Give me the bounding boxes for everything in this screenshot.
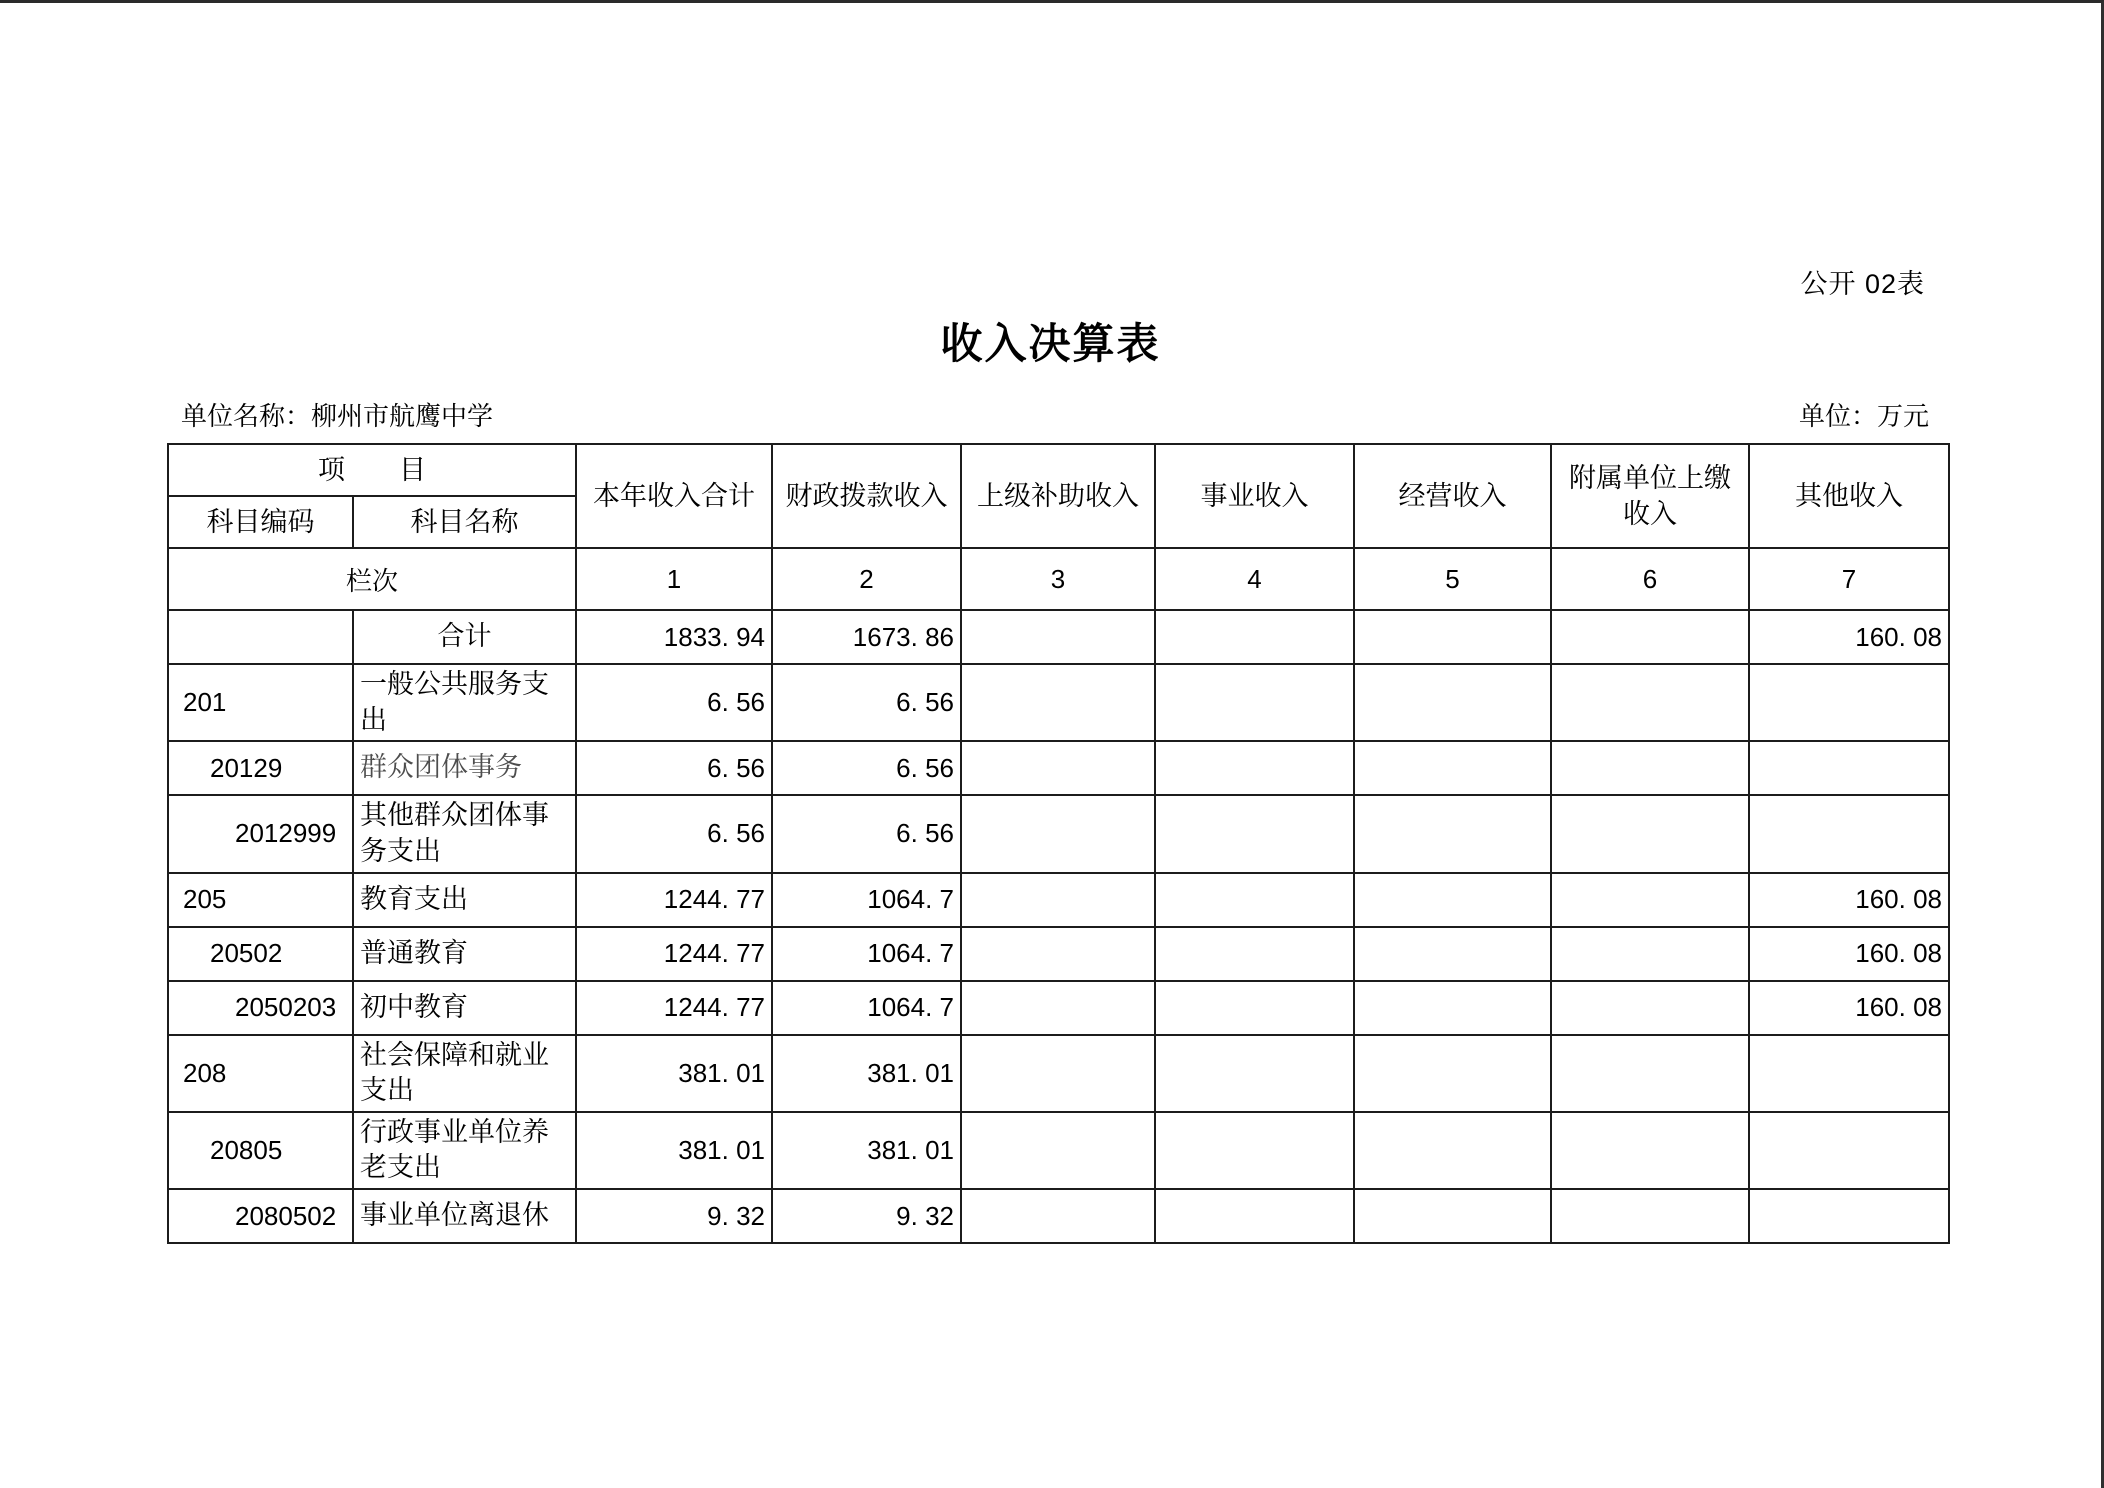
- subject-name-cell: 行政事业单位养老支出: [353, 1112, 576, 1189]
- subject-name-cell: 群众团体事务: [353, 741, 576, 795]
- value-cell-other-income: [1749, 664, 1949, 741]
- value-cell-fiscal-appropriation: 6. 56: [772, 741, 961, 795]
- subject-code-cell: 205: [168, 873, 353, 927]
- value-cell-fiscal-appropriation: 1064. 7: [772, 927, 961, 981]
- value-cell-superior-subsidy: [961, 741, 1155, 795]
- value-cell-other-income: 160. 08: [1749, 927, 1949, 981]
- unit-name-label: 单位名称：柳州市航鹰中学: [181, 401, 494, 431]
- subject-code-cell: 2050203: [168, 981, 353, 1035]
- header-fiscal-appropriation-income: 财政拨款收入: [772, 444, 961, 548]
- column-index-4: 4: [1155, 548, 1354, 610]
- value-cell-fiscal-appropriation: 1673. 86: [772, 610, 961, 664]
- subject-name-cell: 教育支出: [353, 873, 576, 927]
- value-cell-other-income: [1749, 741, 1949, 795]
- subject-name-cell: 初中教育: [353, 981, 576, 1035]
- subject-name-cell: 社会保障和就业支出: [353, 1035, 576, 1112]
- value-cell-operating-income: [1354, 1112, 1551, 1189]
- header-other-income: 其他收入: [1749, 444, 1949, 548]
- table-row: [168, 795, 1949, 872]
- value-cell-subordinate-remittance: [1551, 795, 1749, 872]
- value-cell-business-income: [1155, 741, 1354, 795]
- value-cell-subordinate-remittance: [1551, 1035, 1749, 1112]
- value-cell-subordinate-remittance: [1551, 1189, 1749, 1243]
- value-cell-business-income: [1155, 981, 1354, 1035]
- column-index-1: 1: [576, 548, 772, 610]
- subject-name-cell: 一般公共服务支出: [353, 664, 576, 741]
- header-row-project: [168, 444, 1949, 496]
- column-index-row: [168, 548, 1949, 610]
- value-cell-subordinate-remittance: [1551, 981, 1749, 1035]
- header-subordinate-unit-remittance-income: 附属单位上缴收入: [1551, 444, 1749, 548]
- value-cell-fiscal-appropriation: 1064. 7: [772, 873, 961, 927]
- subject-code-cell: 20805: [168, 1112, 353, 1189]
- value-cell-business-income: [1155, 664, 1354, 741]
- header-subject-name: 科目名称: [353, 496, 576, 548]
- table-row: [168, 927, 1949, 981]
- table-row: [168, 741, 1949, 795]
- value-cell-subordinate-remittance: [1551, 741, 1749, 795]
- subject-code-cell: 20502: [168, 927, 353, 981]
- value-cell-fiscal-appropriation: 381. 01: [772, 1035, 961, 1112]
- subject-code-cell: 201: [168, 664, 353, 741]
- value-cell-superior-subsidy: [961, 1189, 1155, 1243]
- value-cell-total-income: 1244. 77: [576, 927, 772, 981]
- header-project: 项 目: [168, 444, 576, 496]
- value-cell-other-income: [1749, 1189, 1949, 1243]
- income-final-accounts-table: [167, 443, 1950, 1244]
- value-cell-operating-income: [1354, 795, 1551, 872]
- subject-code-cell: 2080502: [168, 1189, 353, 1243]
- currency-unit-label: 单位：万元: [1798, 401, 1929, 431]
- value-cell-other-income: 160. 08: [1749, 610, 1949, 664]
- table-row: [168, 610, 1949, 664]
- subject-name-cell: 普通教育: [353, 927, 576, 981]
- subject-code-cell: 2012999: [168, 795, 353, 872]
- value-cell-total-income: 1833. 94: [576, 610, 772, 664]
- value-cell-operating-income: [1354, 741, 1551, 795]
- value-cell-subordinate-remittance: [1551, 873, 1749, 927]
- table-row: [168, 664, 1949, 741]
- value-cell-operating-income: [1354, 664, 1551, 741]
- value-cell-superior-subsidy: [961, 1035, 1155, 1112]
- column-index-3: 3: [961, 548, 1155, 610]
- value-cell-total-income: 6. 56: [576, 664, 772, 741]
- subject-name-cell: 其他群众团体事务支出: [353, 795, 576, 872]
- value-cell-business-income: [1155, 610, 1354, 664]
- subject-code-cell: 20129: [168, 741, 353, 795]
- value-cell-business-income: [1155, 1112, 1354, 1189]
- header-business-income: 事业收入: [1155, 444, 1354, 548]
- subject-name-cell: 事业单位离退休: [353, 1189, 576, 1243]
- form-number-label: 公开 02表: [1800, 269, 1925, 299]
- value-cell-total-income: 1244. 77: [576, 873, 772, 927]
- value-cell-superior-subsidy: [961, 795, 1155, 872]
- value-cell-business-income: [1155, 927, 1354, 981]
- value-cell-fiscal-appropriation: 9. 32: [772, 1189, 961, 1243]
- column-index-5: 5: [1354, 548, 1551, 610]
- value-cell-total-income: 1244. 77: [576, 981, 772, 1035]
- header-superior-subsidy-income: 上级补助收入: [961, 444, 1155, 548]
- value-cell-other-income: [1749, 1112, 1949, 1189]
- value-cell-superior-subsidy: [961, 927, 1155, 981]
- header-total-income: 本年收入合计: [576, 444, 772, 548]
- value-cell-business-income: [1155, 873, 1354, 927]
- value-cell-fiscal-appropriation: 1064. 7: [772, 981, 961, 1035]
- value-cell-superior-subsidy: [961, 1112, 1155, 1189]
- value-cell-business-income: [1155, 1189, 1354, 1243]
- value-cell-superior-subsidy: [961, 664, 1155, 741]
- value-cell-subordinate-remittance: [1551, 927, 1749, 981]
- subject-name-cell: 合计: [353, 610, 576, 664]
- subject-code-cell: 208: [168, 1035, 353, 1112]
- column-index-2: 2: [772, 548, 961, 610]
- header-operating-income: 经营收入: [1354, 444, 1551, 548]
- value-cell-fiscal-appropriation: 6. 56: [772, 795, 961, 872]
- value-cell-operating-income: [1354, 873, 1551, 927]
- value-cell-operating-income: [1354, 1035, 1551, 1112]
- value-cell-operating-income: [1354, 1189, 1551, 1243]
- value-cell-operating-income: [1354, 981, 1551, 1035]
- value-cell-subordinate-remittance: [1551, 664, 1749, 741]
- value-cell-business-income: [1155, 795, 1354, 872]
- value-cell-total-income: 9. 32: [576, 1189, 772, 1243]
- column-index-6: 6: [1551, 548, 1749, 610]
- value-cell-operating-income: [1354, 610, 1551, 664]
- value-cell-other-income: [1749, 1035, 1949, 1112]
- value-cell-fiscal-appropriation: 6. 56: [772, 664, 961, 741]
- value-cell-total-income: 6. 56: [576, 741, 772, 795]
- value-cell-subordinate-remittance: [1551, 610, 1749, 664]
- value-cell-subordinate-remittance: [1551, 1112, 1749, 1189]
- table-row: [168, 873, 1949, 927]
- table-row: [168, 1189, 1949, 1243]
- value-cell-other-income: 160. 08: [1749, 873, 1949, 927]
- value-cell-operating-income: [1354, 927, 1551, 981]
- value-cell-superior-subsidy: [961, 873, 1155, 927]
- column-index-7: 7: [1749, 548, 1949, 610]
- table-body: [168, 610, 1949, 1243]
- table-row: [168, 1112, 1949, 1189]
- page-title: 收入决算表: [940, 320, 1161, 367]
- column-index-label: 栏次: [168, 548, 576, 610]
- value-cell-other-income: [1749, 795, 1949, 872]
- value-cell-superior-subsidy: [961, 981, 1155, 1035]
- table-row: [168, 1035, 1949, 1112]
- value-cell-total-income: 381. 01: [576, 1035, 772, 1112]
- table-row: [168, 981, 1949, 1035]
- value-cell-other-income: 160. 08: [1749, 981, 1949, 1035]
- header-subject-code: 科目编码: [168, 496, 353, 548]
- value-cell-total-income: 381. 01: [576, 1112, 772, 1189]
- value-cell-business-income: [1155, 1035, 1354, 1112]
- value-cell-total-income: 6. 56: [576, 795, 772, 872]
- value-cell-superior-subsidy: [961, 610, 1155, 664]
- subject-code-cell: [168, 610, 353, 664]
- value-cell-fiscal-appropriation: 381. 01: [772, 1112, 961, 1189]
